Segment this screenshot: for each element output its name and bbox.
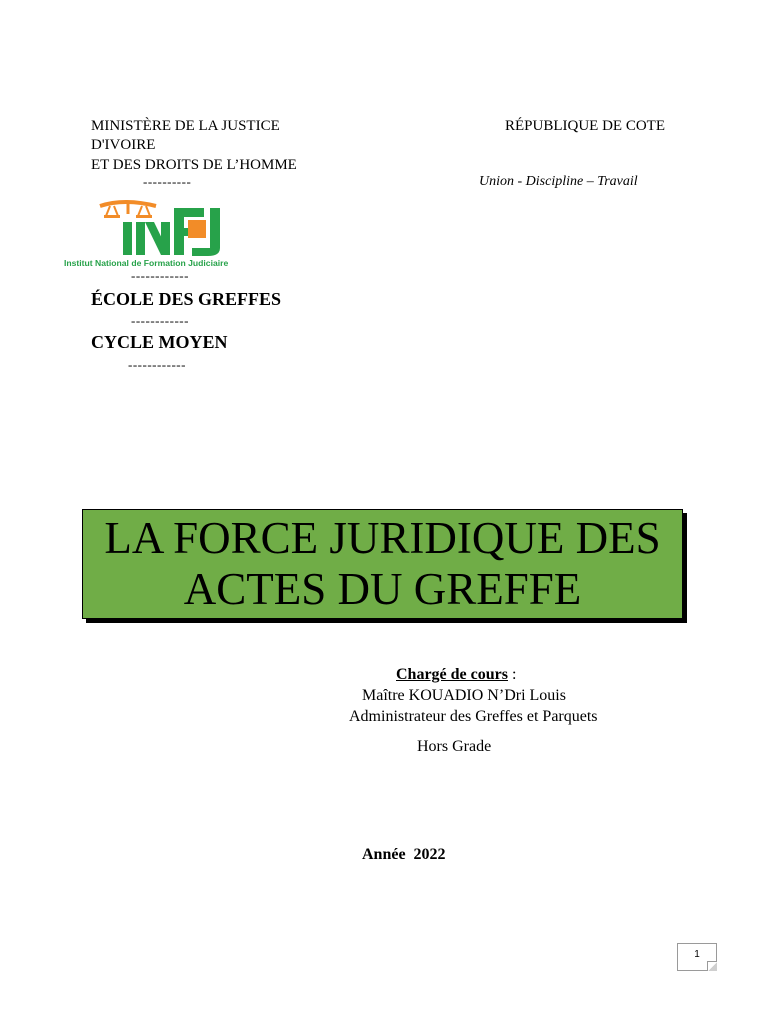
page-number: 1 <box>694 949 700 960</box>
lecturer-name: Maître KOUADIO N’Dri Louis <box>362 687 566 704</box>
separator-2: ------------ <box>131 313 189 328</box>
ministry-line-1: MINISTÈRE DE LA JUSTICE <box>91 118 280 134</box>
ministry-line-3: ET DES DROITS DE L’HOMME <box>91 157 297 173</box>
lecturer-label-colon: : <box>507 666 517 683</box>
title-line-2: ACTES DU GREFFE <box>183 564 582 614</box>
school-name: ÉCOLE DES GREFFES <box>91 289 282 309</box>
lecturer-grade: Hors Grade <box>417 738 492 755</box>
separator-3: ------------ <box>128 357 186 372</box>
academic-year: Année 2022 <box>362 846 446 863</box>
lecturer-role: Administrateur des Greffes et Parquets <box>349 708 598 725</box>
national-motto: Union - Discipline – Travail <box>479 174 638 189</box>
separator-1: ------------ <box>131 268 189 283</box>
scales-of-justice-icon <box>64 196 278 258</box>
republic-line: RÉPUBLIQUE DE COTE <box>505 118 665 134</box>
ministry-line-2: D'IVOIRE <box>91 137 156 153</box>
cycle-name: CYCLE MOYEN <box>91 332 228 352</box>
document-title-box <box>82 509 683 619</box>
page-number-box <box>677 943 717 971</box>
page-curl-icon <box>707 961 717 971</box>
lecturer-label: Chargé de cours <box>396 666 508 683</box>
lecturer-heading <box>396 666 516 684</box>
title-line-1: LA FORCE JURIDIQUE DES <box>104 513 661 563</box>
infj-logo <box>64 196 278 272</box>
logo-caption: Institut National de Formation Judiciaire <box>64 258 229 268</box>
header-separator: ---------- <box>143 174 192 189</box>
